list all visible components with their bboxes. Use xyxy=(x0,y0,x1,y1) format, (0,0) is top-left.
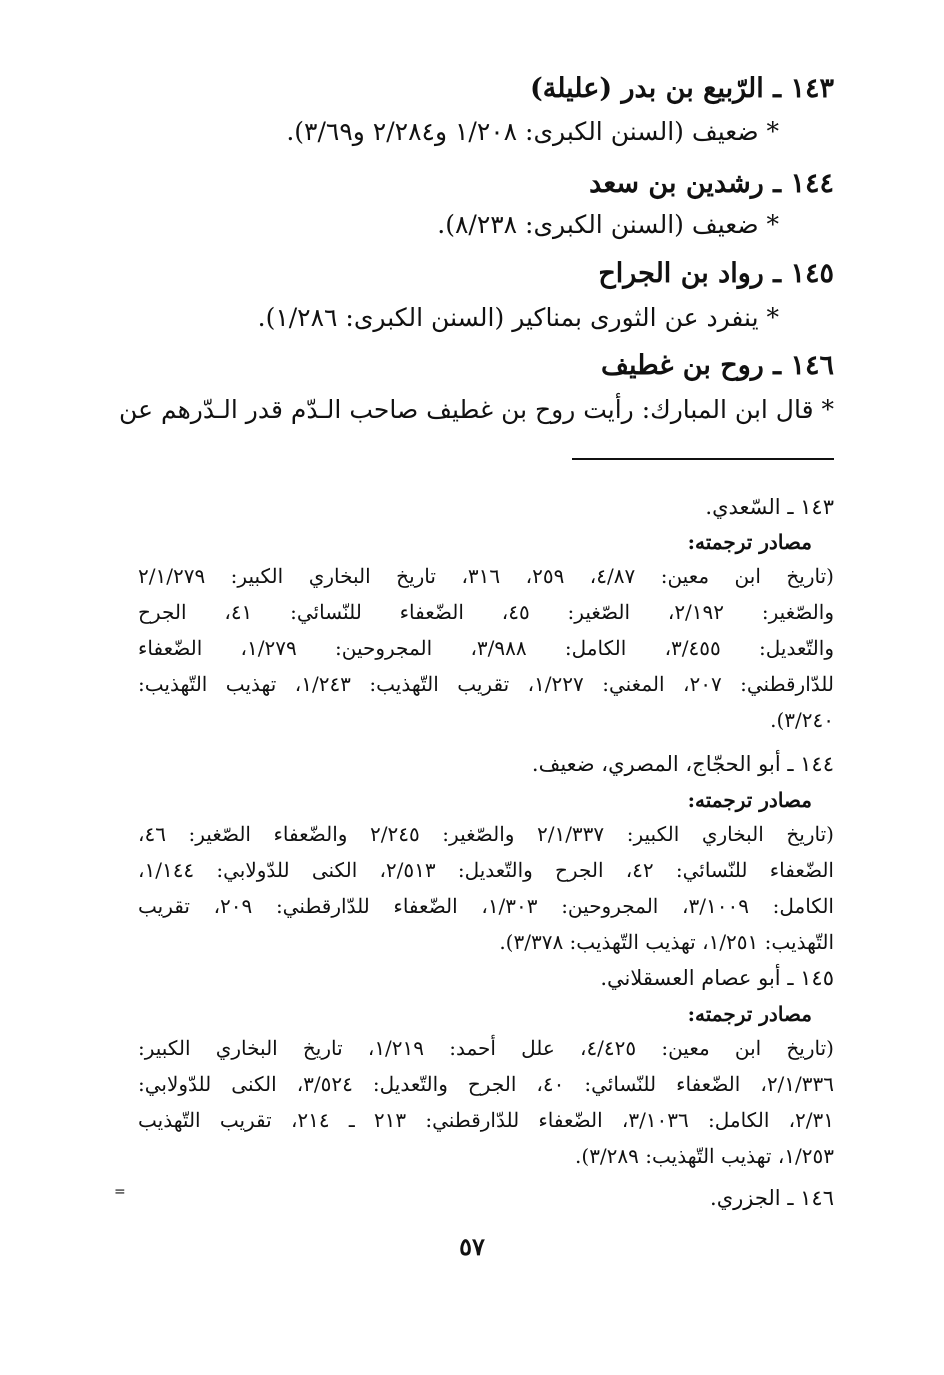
footnote-143-heading: ١٤٣ ـ السّعدي. xyxy=(705,495,834,519)
entry-145-text: * ينفرد عن الثورى بمناكير (السنن الكبرى: ١/٢٨٦). xyxy=(257,303,779,332)
entry-146-text: * قال ابن المبارك: رأيت روح بن غطيف صاحب الـدّم قدر الـدّرهم عن xyxy=(119,395,834,424)
footnote-144-line: الكامل: ٣/١٠٠٩، المجروحين: ١/٣٠٣، الضّعفاء للدّارقطني: ٢٠٩، تقريب xyxy=(138,894,834,918)
footnote-143-line: والتّعديل: ٣/٤٥٥، الكامل: ٣/٩٨٨، المجروحين: ١/٢٧٩، الضّعفاء xyxy=(138,636,834,660)
entry-143-text: * ضعيف (السنن الكبرى: ١/٢٠٨ و٢/٢٨٤ و٣/٦٩). xyxy=(286,117,779,146)
footnote-143-sources-label: مصادر ترجمته: xyxy=(687,530,812,554)
footnote-144-heading: ١٤٤ ـ أبو الحجّاج، المصري، ضعيف. xyxy=(531,752,834,776)
entry-144-text: * ضعيف (السنن الكبرى: ٨/٢٣٨). xyxy=(437,210,779,239)
footnote-145-line: (تاريخ ابن معين: ٤/٤٢٥، علل أحمد: ١/٢١٩، تاريخ البخاري الكبير: xyxy=(138,1036,834,1060)
footnote-143-line: والصّغير: ٢/١٩٢، الصّغير: ٤٥، الضّعفاء للنّسائي: ٤١، الجرح xyxy=(138,600,834,624)
entry-146-title: ١٤٦ ـ روح بن غطيف xyxy=(601,350,834,381)
footnote-143-line: (تاريخ ابن معين: ٤/٨٧، ٢٥٩، ٣١٦، تاريخ البخاري الكبير: ٢/١/٢٧٩ xyxy=(138,564,834,588)
entry-144-title: ١٤٤ ـ رشدين بن سعد xyxy=(589,168,834,199)
footnote-145-heading: ١٤٥ ـ أبو عصام العسقلاني. xyxy=(600,966,834,990)
footnote-145-line: ٢/٣١، الكامل: ٣/١٠٣٦، الضّعفاء للدّارقطني: ٢١٣ ـ ٢١٤، تقريب التّهذيب xyxy=(138,1108,835,1132)
footnote-145-sources-label: مصادر ترجمته: xyxy=(687,1002,812,1026)
footnote-divider xyxy=(572,458,834,460)
entry-145-title: ١٤٥ ـ رواد بن الجراح xyxy=(598,258,834,289)
entry-143-title: ١٤٣ ـ الرّبيع بن بدر (عليلة) xyxy=(529,73,834,104)
footnote-144-line: الضّعفاء للنّسائي: ٤٢، الجرح والتّعديل: ٢/٥١٣، الكنى للدّولابي: ١/١٤٤، xyxy=(138,858,834,882)
footnote-144-line: (تاريخ البخاري الكبير: ٢/١/٣٣٧ والصّغير: ٢/٢٤٥ والضّعفاء الصّغير: ٤٦، xyxy=(138,822,834,846)
footnote-144-sources-label: مصادر ترجمته: xyxy=(687,788,812,812)
margin-mark: = xyxy=(114,1184,126,1200)
page-number: ٥٧ xyxy=(459,1232,485,1261)
footnote-144-line: التّهذيب: ١/٢٥١، تهذيب التّهذيب: ٣/٣٧٨). xyxy=(499,930,834,954)
footnote-145-line: ١/٢٥٣، تهذيب التّهذيب: ٣/٢٨٩). xyxy=(575,1144,834,1168)
footnote-143-line: للدّارقطني: ٢٠٧، المغني: ١/٢٢٧، تقريب التّهذيب: ١/٢٤٣، تهذيب التّهذيب: xyxy=(138,672,834,696)
footnote-145-line: ٢/١/٣٣٦، الضّعفاء للنّسائي: ٤٠، الجرح والتّعديل: ٣/٥٢٤، الكنى للدّولابي: xyxy=(138,1072,834,1096)
footnote-146-heading: ١٤٦ ـ الجزري. xyxy=(710,1186,834,1210)
footnote-143-line: ٣/٢٤٠). xyxy=(770,708,834,732)
